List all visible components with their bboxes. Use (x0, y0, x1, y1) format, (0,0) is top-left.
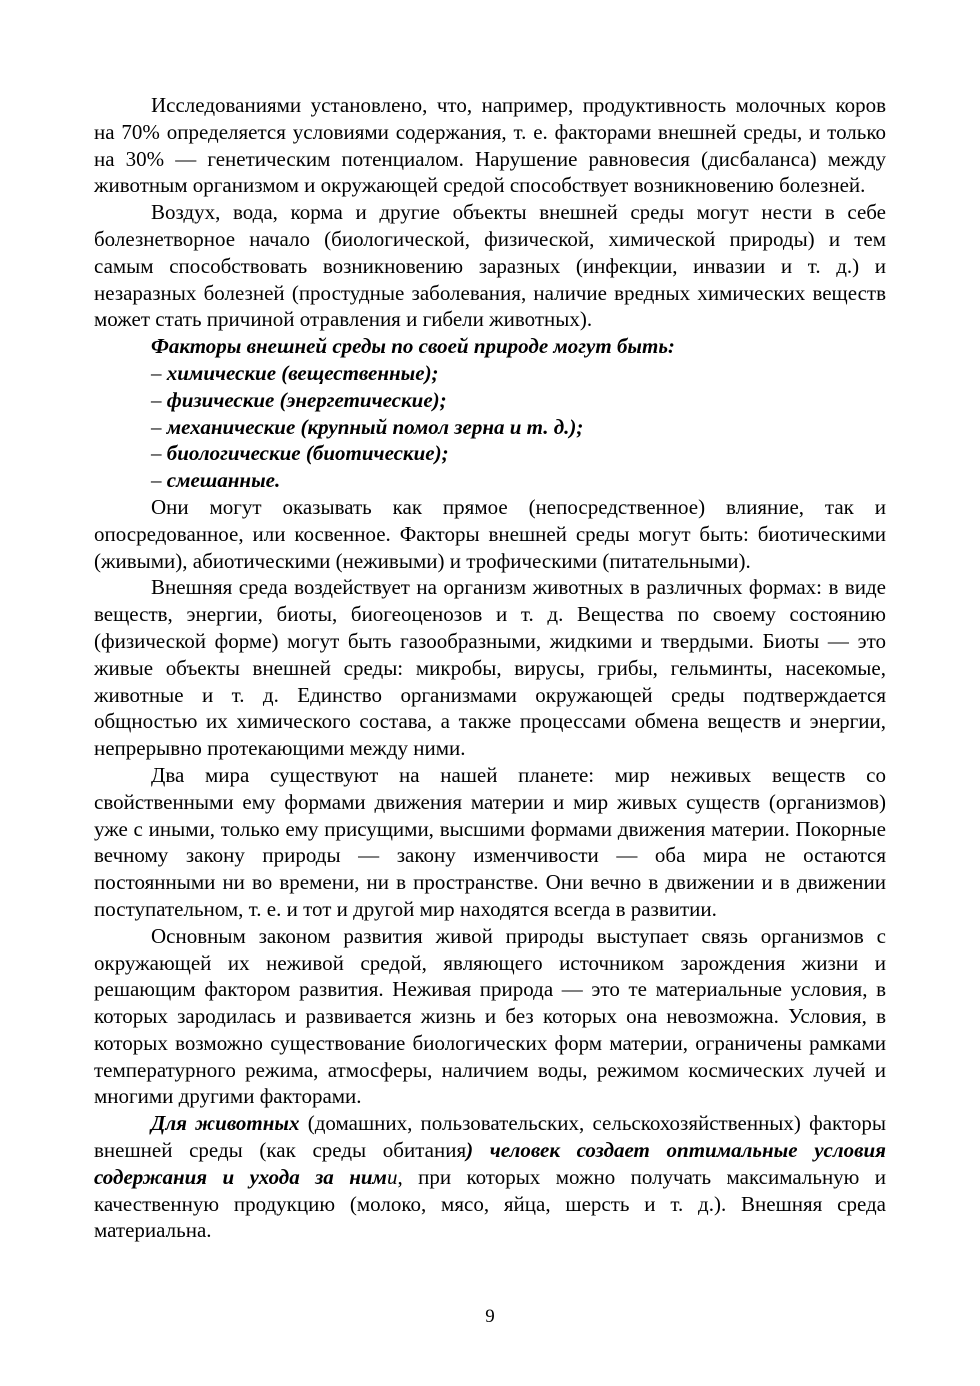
list-item: – биологические (биотические); (151, 441, 449, 466)
emphasis-optimal-conditions: ) человек создает оптимальные условия содержания и ухода за ним (94, 1138, 886, 1189)
list-item: – механические (крупный помол зерна и т. д.); (151, 414, 584, 439)
list-item: – смешанные. (151, 468, 281, 493)
paragraph-for-animals: Для животных (домашних, пользовательских, сельскохозяйственных) факторы внешней среды (как среды обитания) человек создает оптимальные условия содержания и ухода за ними, при которых можно получать максимальную и качественную продукцию (молоко, мясо, яйца, шерсть и т. д.). Внешняя среда материальна. (94, 1111, 886, 1243)
paragraph-environment-forms: Внешняя среда воздействует на организм животных в различных формах: в виде веществ, энергии, биоты, биогеоценозов и т. д. Вещества по своему состоянию (физической форме) могут быть газообразными, жидкими и твердыми. Биоты — это живые объекты внешней среды: микробы, вирусы, грибы, гельминты, насекомые, животные и т. д. Единство организмами окружающей среды подтверждается общностью их химического состава, а также процессами обмена веществ и энергии, непрерывно протекающими между ними. (94, 575, 886, 761)
list-item: – физические (энергетические); (151, 387, 447, 412)
paragraph-two-worlds: Два мира существуют на нашей планете: мир неживых веществ со свойственными ему формами движения материи и мир живых существ (организмов) уже с иными, только ему присущими, высшими формами движения материи. Покорные вечному закону природы — закону изменчивости — оба мира не остаются постоянными ни во времени, ни в пространстве. Они вечно в движении и в движении поступательном, т. е. и тот и другой мир находятся всегда в развитии. (94, 762, 886, 921)
paragraph-productivity: Исследованиями установлено, что, например, продуктивность молочных коров на 70% определяется условиями содержания, т. е. факторами внешней среды, и только на 30% — генетическим потенциалом. Нарушение равновесия (дисбаланса) между животным организмом и окружающей средой способствует возникновению болезней. (94, 93, 886, 198)
emphasis-for-animals: Для животных (151, 1111, 300, 1136)
paragraph-law-of-development: Основным законом развития живой природы выступает связь организмов с окружающей их неживой средой, являющего источником зарождения жизни и решающим фактором развития. Неживая природа — это те материальные условия, в которых зародилась и развивается жизнь и без которых она невозможна. Условия, в которых возможно существование биологических форм материи, ограничены рамками температурного режима, атмосферы, наличием воды, режимом космических лучей и многими другими факторами. (94, 923, 886, 1109)
paragraph-influence-types: Они могут оказывать как прямое (непосредственное) влияние, так и опосредованное, или косвенное. Факторы внешней среды могут быть: биотическими (живыми), абиотическими (неживыми) и трофическими (питательными). (94, 494, 886, 573)
factors-heading: Факторы внешней среды по своей природе могут быть: (151, 334, 675, 359)
page-number: 9 (485, 1306, 495, 1327)
factors-list (94, 360, 886, 494)
page-body (94, 92, 886, 1244)
list-item: – химические (вещественные); (151, 360, 439, 385)
paragraph-environment-objects: Воздух, вода, корма и другие объекты внешней среды могут нести в себе болезнетворное начало (биологической, физической, химической природы) и тем самым способствовать возникновению заразных (инфекции, инвазии и т. д.) и незаразных болезней (простудные заболевания, наличие вредных химических веществ может стать причиной отравления и гибели животных). (94, 200, 886, 332)
